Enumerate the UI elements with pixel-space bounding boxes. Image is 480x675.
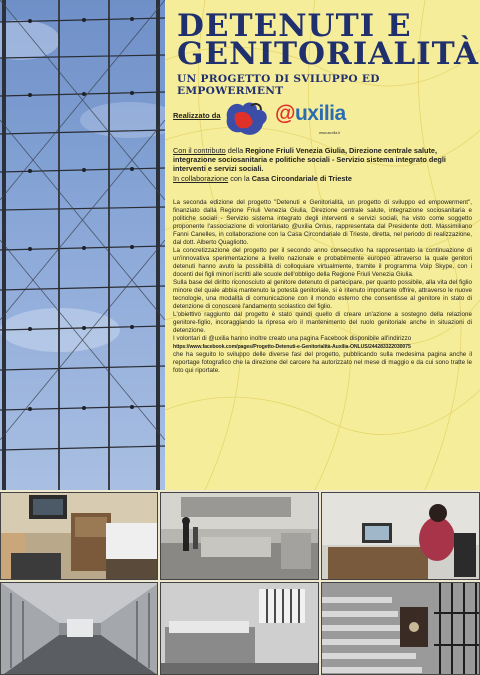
collab-lead: In collaborazione (173, 173, 229, 183)
logo-wordmark: @uxilia (275, 102, 346, 125)
hands-logo-icon (221, 96, 275, 142)
cell-bunk-photo (160, 582, 319, 675)
contribution-text: Con il contributo della Regione Friuli Venezia Giulia, Direzione centrale salute, integrazione sociosanitaria e politiche sociali - Servizio sistema integrato degli interventi e servizi sociali. In collaborazione con la Casa Circondariale di Trieste (173, 146, 446, 183)
subtitle: UN PROGETTO DI SVILUPPO ED EMPOWERMENT (177, 73, 380, 97)
body-paragraph-4: L'obiettivo raggiunto dal progetto è stato quindi quello di creare un'azione a sostegno della relazione genitore-figlio, incoraggiando la ripresa e/o il mantenimento del ruolo genitoriale anche in situazioni di detenzione. (173, 311, 472, 335)
text-panel (165, 0, 480, 490)
title-line-1: DETENUTI E (177, 8, 412, 44)
corridor-photo (0, 582, 158, 675)
body-paragraph-3: Sulla base del diritto riconosciuto al genitore detenuto di partecipare, per quanto possibile, alla vita del figlio minore del quale abbia mantenuto la potestà genitoriale, si è ritenuto importante offrire, attraverso le nuove tecnologie, una modalità di comunicazione con il mondo esterno che consentisse al genitore in stato di detenzione di conoscere l'andamento scolastico del figlio. (173, 279, 472, 311)
contrib-region: Regione Friuli Venezia Giulia, Direzione centrale salute, integrazione sociosanitaria e politiche sociali - Servizio sistema integrato degli interventi e servizi sociali. (173, 146, 446, 174)
body-paragraph-1: La seconda edizione del progetto "Detenuti e Genitorialità, un progetto di sviluppo ed empowerment", finanziato dalla Regione Friuli Venezia Giulia, Direzione centrale salute, integrazione sociosanitaria e politiche sociali - Servizio sistema integrato degli interventi e servizi sociali, ha visto come soggetto proponente l'associazione di volontariato @uxilia Onlus, rappresentata dal Presidente dott. Massimiliano Fanni Canelles, in collaborazione con la Casa Circondariale di Trieste, diretta, nel periodo di realizzazione, dal dott. Alberto Quagliotto. (173, 199, 472, 247)
staircase-photo (321, 582, 480, 675)
title-line-2: GENITORIALITÀ (177, 36, 480, 72)
logo-tagline: www.auxilia.it (319, 131, 341, 135)
contrib-lead: Con il contributo (173, 146, 226, 155)
realizzato-label: Realizzato da (173, 111, 221, 120)
cell-room-photo (0, 492, 158, 580)
sky-fence-photo (0, 0, 165, 490)
collab-prison: Casa Circondariale di Trieste (251, 173, 352, 183)
kitchen-photo (160, 492, 319, 580)
body-paragraph-5: I volontari di @uxilia hanno inoltre creato una pagina Facebook disponibile all'indirizzo https://www.facebook.com/pages/Progetto-Detenuti-e-Genitorialità-Auxilia-ONLUS/244283322030075 che ha seguito lo sviluppo delle diverse fasi del progetto, pubblicando sulla medesima pagina anche il reportage fotografico che la direzione del carcere ha autorizzato nel mese di maggio e da cui sono tratte le foto qui riportate. (173, 335, 472, 375)
facebook-link[interactable]: https://www.facebook.com/pages/Progetto-Detenuti-e-Genitorialità-Auxilia-ONLUS/244283322030075 (173, 344, 411, 351)
office-computer-photo (321, 492, 480, 580)
auxilia-logo (221, 96, 361, 142)
body-text (173, 199, 472, 375)
body-paragraph-2: La concretizzazione del progetto per il secondo anno consecutivo ha rappresentato la continuazione di un'innovativa sperimentazione a livello nazionale e probabilmente europeo attraverso la quale genitori detenuti hanno avuto la possibilità di colloquiare virtualmente, tramite il programma Voip Skype, con i docenti dei figli minori iscritti alle scuole dell'obbligo della Regione Friuli Venezia Giulia. (173, 247, 472, 279)
page-title (177, 8, 480, 72)
